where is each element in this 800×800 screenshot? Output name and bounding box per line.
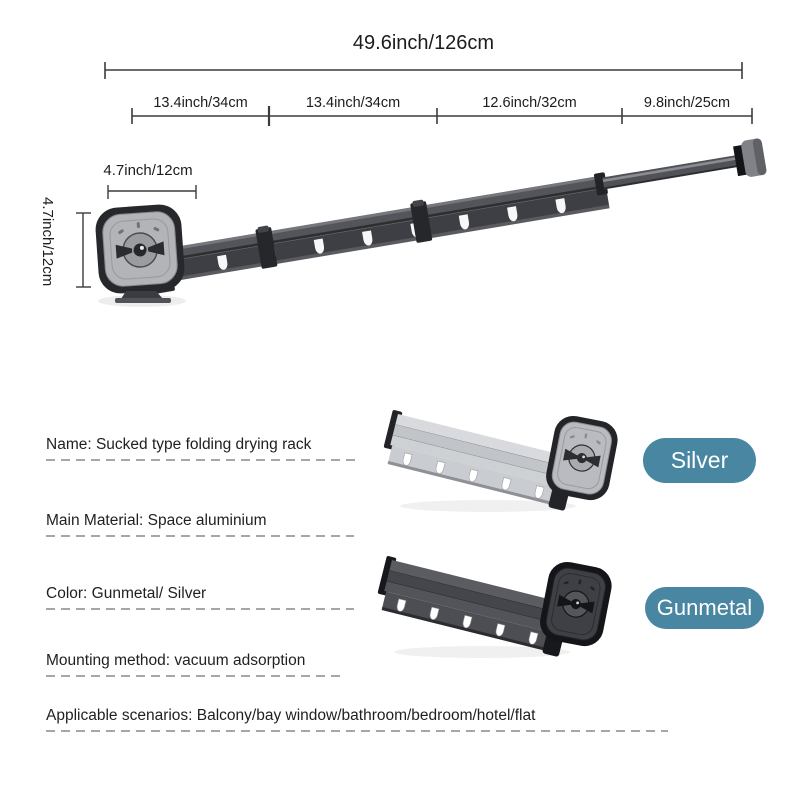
rack-flange	[151, 188, 610, 282]
suction-mount	[94, 203, 186, 295]
total-length-dimension-line	[105, 62, 742, 79]
dashed-divider	[46, 535, 354, 537]
gunmetal-badge: Gunmetal	[645, 587, 764, 629]
telescopic-rod	[594, 150, 740, 195]
end-cap	[732, 138, 767, 179]
variant-gunmetal-image	[373, 516, 619, 666]
mount-width-dimension-line	[108, 185, 196, 199]
segment-length-label-4: 9.8inch/25cm	[643, 95, 731, 111]
dashed-divider	[46, 675, 342, 677]
segment-length-label-1: 13.4inch/34cm	[153, 95, 248, 111]
spec-scenarios: Applicable scenarios: Balcony/bay window/bathroom/bedroom/hotel/flat	[46, 707, 536, 724]
spec-name: Name: Sucked type folding drying rack	[46, 436, 312, 453]
mount-height-label: 4.7inch/12cm	[39, 197, 56, 287]
mount-width-label: 4.7inch/12cm	[103, 162, 193, 179]
dashed-divider	[46, 459, 356, 461]
rack-rail	[143, 138, 770, 295]
variant-silver-image	[379, 370, 625, 520]
silver-badge: Silver	[643, 438, 756, 483]
spec-color: Color: Gunmetal/ Silver	[46, 585, 207, 602]
segment-length-label-2: 13.4inch/34cm	[305, 95, 401, 111]
total-length-label: 49.6inch/126cm	[352, 32, 495, 54]
spec-material: Main Material: Space aluminium	[46, 512, 267, 529]
mount-height-dimension-line	[76, 213, 91, 287]
dashed-divider	[46, 608, 354, 610]
dashed-divider	[46, 730, 668, 732]
segment-length-label-3: 12.6inch/32cm	[482, 95, 577, 111]
spec-mounting: Mounting method: vacuum adsorption	[46, 652, 306, 669]
